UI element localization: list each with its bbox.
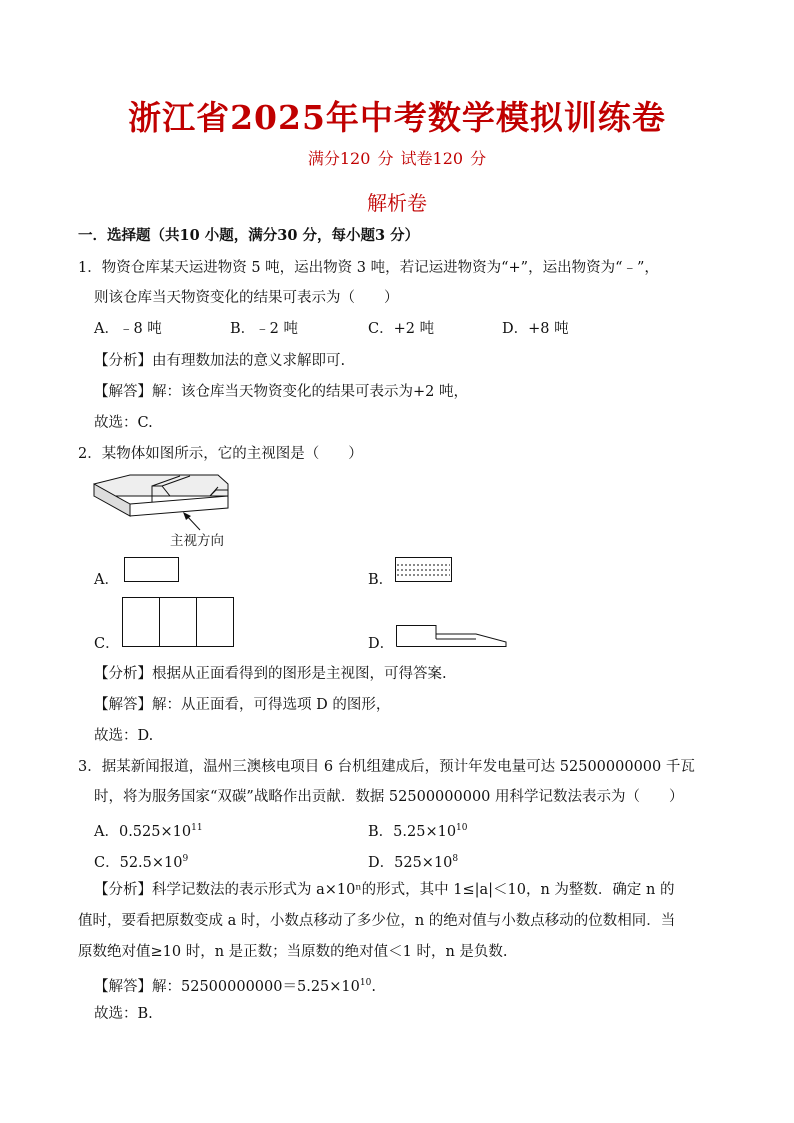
q2-option-b-label: B． <box>368 572 394 588</box>
score-subtitle: 满分120 分 试卷120 分 <box>307 149 487 168</box>
q3-option-c-base: C．52.5×10 <box>94 855 183 871</box>
q3-analysis-line1: 【分析】科学记数法的表示形式为 a×10ⁿ的形式，其中 1≤|a|＜10，n 为整数．确定 n 的 <box>94 882 675 898</box>
q3-answer-exp: 10 <box>359 978 372 988</box>
q2-option-c-label: C． <box>94 636 120 652</box>
q3-option-b-base: B．5.25×10 <box>368 824 457 840</box>
q1-option-d: D．+8 吨 <box>502 321 569 337</box>
q2-option-a-figure <box>124 557 180 583</box>
q1-stem-line2: 则该仓库当天物资变化的结果可表示为（ ） <box>94 290 399 306</box>
q3-choice: 故选：B. <box>94 1006 153 1022</box>
q2-analysis: 【分析】根据从正面看得到的图形是主视图，可得答案. <box>94 666 447 682</box>
q1-analysis: 【分析】由有理数加法的意义求解即可. <box>94 353 346 369</box>
page-title: 浙江省2025年中考数学模拟训练卷 <box>128 98 666 137</box>
q3-option-b <box>368 818 468 842</box>
q2-answer: 【解答】解：从正面看，可得选项 D 的图形， <box>94 697 391 713</box>
q2-stem: 2．某物体如图所示，它的主视图是（ ） <box>78 446 363 462</box>
q1-option-a: A．﹣8 吨 <box>94 321 162 337</box>
q3-option-d <box>368 849 458 873</box>
q3-option-b-exp: 10 <box>456 823 468 833</box>
q1-answer: 【解答】解：该仓库当天物资变化的结果可表示为+2 吨， <box>94 384 468 400</box>
q3-answer-tail: . <box>371 979 376 995</box>
part-heading: 一．选择题（共10 小题，满分30 分，每小题3 分） <box>78 227 420 244</box>
q3-answer-base: 【解答】解：52500000000＝5.25×10 <box>94 979 360 995</box>
q3-option-a <box>94 818 203 842</box>
q2-option-d-figure <box>396 622 508 648</box>
q3-answer <box>94 973 376 997</box>
q2-figure-caption: 主视方向 <box>170 533 224 549</box>
q3-analysis-line3: 原数绝对值≥10 时，n 是正数；当原数的绝对值＜1 时，n 是负数. <box>78 944 508 960</box>
q3-analysis-line2: 值时，要看把原数变成 a 时，小数点移动了多少位，n 的绝对值与小数点移动的位数相同．当 <box>78 913 676 929</box>
q3-option-d-exp: 8 <box>452 854 459 864</box>
q3-option-a-base: A．0.525×10 <box>94 824 192 840</box>
q3-stem-line2: 时，将为服务国家“双碳”战略作出贡献．数据 52500000000 用科学记数法表示为（ ） <box>94 789 684 805</box>
q3-option-a-exp: 11 <box>191 823 203 833</box>
q1-choice: 故选：C. <box>94 415 153 431</box>
q3-option-d-base: D．525×10 <box>368 855 453 871</box>
q2-option-a-label: A． <box>94 572 119 588</box>
q2-option-c-figure <box>122 597 236 649</box>
q3-option-c <box>94 849 188 873</box>
q2-choice: 故选：D. <box>94 728 154 744</box>
q3-option-c-exp: 9 <box>182 854 189 864</box>
q3-stem-line1: 3．据某新闻报道，温州三澳核电项目 6 台机组建成后，预计年发电量可达 52500000000 千瓦 <box>78 759 695 775</box>
section-label: 解析卷 <box>367 191 427 215</box>
q1-stem-line1: 1．物资仓库某天运进物资 5 吨，运出物资 3 吨，若记运进物资为“+”，运出物资为“﹣”， <box>78 260 659 276</box>
q1-option-b: B．﹣2 吨 <box>230 321 298 337</box>
q1-option-c: C．+2 吨 <box>368 321 435 337</box>
q2-option-d-label: D． <box>368 636 395 652</box>
q2-option-b-figure <box>395 557 453 583</box>
